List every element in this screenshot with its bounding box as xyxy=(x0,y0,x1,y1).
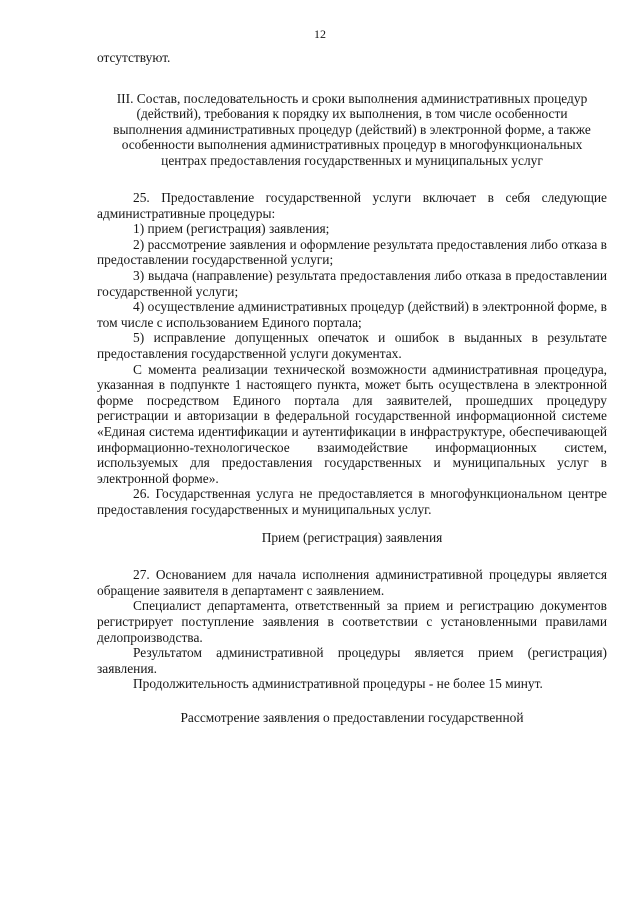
list-item-2: 2) рассмотрение заявления и оформление результата предоставления либо отказа в предоставлении государственной услуги; xyxy=(97,236,607,268)
paragraph-electronic-form: С момента реализации технической возможности административная процедура, указанная в подпункте 1 настоящего пункта, может быть осуществлена в электронной форме посредством Единого портала для заявителей, прошедших процедуру регистрации и авторизации в федеральной государственной информационной системе «Единая система идентификации и аутентификации в инфраструктуре, обеспечивающей информационно-технологическое взаимодействие информационных систем, используемых для предоставления государственных и муниципальных услуг в электронной форме». xyxy=(97,361,607,486)
list-item-5: 5) исправление допущенных опечаток и ошибок в выданных в результате предоставления государственной услуги документах. xyxy=(97,330,607,362)
document-body xyxy=(97,50,607,726)
list-item-3: 3) выдача (направление) результата предоставления либо отказа в предоставлении государственной услуги; xyxy=(97,268,607,299)
list-item-4: 4) осуществление административных процедур (действий) в электронной форме, в том числе с использованием Единого портала; xyxy=(97,299,607,330)
section-heading: III. Состав, последовательность и сроки выполнения административных процедур (действий), требования к порядку их выполнения, в том числе особенности выполнения административных процедур (действий) в электронной форме, а также особенности выполнения административных процедур в многофункциональных центрах предоставления государственных и муниципальных услуг xyxy=(113,90,591,168)
paragraph-block-2 xyxy=(97,567,607,692)
paragraph-specialist: Специалист департамента, ответственный за прием и регистрацию документов регистрирует поступление заявления в соответствии с установленными правилами делопроизводства. xyxy=(97,598,607,645)
paragraph-27: 27. Основанием для начала исполнения административной процедуры является обращение заявителя в департамент с заявлением. xyxy=(97,567,607,598)
subheading-reception: Прием (регистрация) заявления xyxy=(261,529,443,545)
paragraph-26: 26. Государственная услуга не предоставляется в многофункциональном центре предоставления государственных и муниципальных услуг. xyxy=(97,486,607,517)
paragraph-result: Результатом административной процедуры является прием (регистрация) заявления. xyxy=(97,645,607,676)
paragraph-duration: Продолжительность административной процедуры - не более 15 минут. xyxy=(133,676,543,692)
list-item-1: 1) прием (регистрация) заявления; xyxy=(133,221,330,237)
page-number: 12 xyxy=(314,27,326,41)
paragraph-block-1 xyxy=(97,190,607,517)
subheading-consideration: Рассмотрение заявления о предоставлении государственной xyxy=(180,709,524,725)
paragraph-25: 25. Предоставление государственной услуги включает в себя следующие административные процедуры: xyxy=(97,190,607,221)
opening-line: отсутствуют. xyxy=(97,50,171,65)
